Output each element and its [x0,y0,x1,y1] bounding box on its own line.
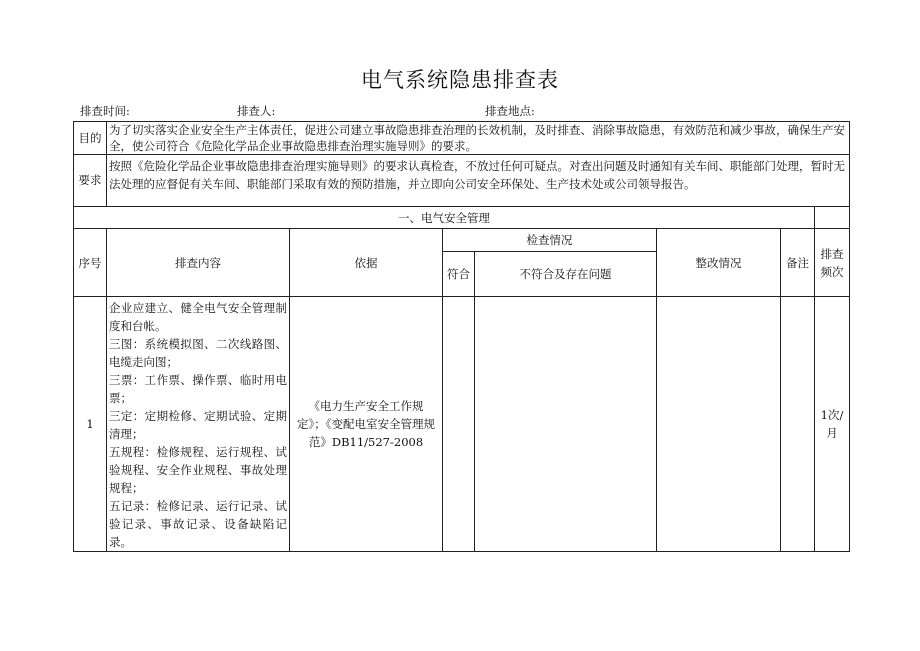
row-content: 企业应建立、健全电气安全管理制度和台帐。 三图：系统模拟图、二次线路图、电缆走向图； 三票：工作票、操作票、临时用电票； 三定：定期检修、定期试验、定期清理； 五规程：检修规程、运行规程、试验规程、安全作业规程、事故处理规程； 五记录：检修记录、运行记录、试验记录、事故记录、设备缺陷记录。 [107,297,290,552]
row-nonconform [475,297,657,552]
purpose-label: 目的 [78,131,102,145]
header-frequency: 排查频次 [815,229,850,297]
requirement-label: 要求 [78,173,102,187]
section-blank-cell [815,207,850,229]
table-row [74,297,850,552]
page-title: 电气系统隐患排查表 [361,68,559,92]
header-remark: 备注 [781,229,815,297]
row-basis: 《电力生产安全工作规定》；《变配电室安全管理规范》DB11/527-2008 [290,297,443,552]
inspection-time-label: 排查时间: [80,104,130,118]
inspector-label: 排查人: [237,104,276,118]
purpose-text: 为了切实落实企业安全生产主体责任，促进公司建立事故隐患排查治理的长效机制，及时排查、消除事故隐患，有效防范和减少事故，确保生产安全，使公司符合《危险化学品企业事故隐患排查治理实施导则》的要求。 [107,122,850,155]
row-seq: 1 [74,297,107,552]
header-conform: 符合 [443,252,475,297]
header-nonconform: 不符合及存在问题 [475,252,657,297]
header-check: 检查情况 [443,229,657,252]
requirement-text: 按照《危险化学品企业事故隐患排查治理实施导则》的要求认真检查，不放过任何可疑点。对查出问题及时通知有关车间、职能部门处理，暂时无法处理的应督促有关车间、职能部门采取有效的预防措施，并立即向公司安全环保处、生产技术处或公司领导报告。 [107,155,850,207]
row-remark [781,297,815,552]
header-seq: 序号 [74,229,107,297]
purpose-label-cell [74,122,107,155]
row-frequency: 1次/月 [815,297,850,552]
row-conform [443,297,475,552]
inspection-table [73,121,850,552]
requirement-label-cell [74,155,107,207]
header-content: 排查内容 [107,229,290,297]
header-rectify: 整改情况 [657,229,781,297]
inspection-location-label: 排查地点: [485,104,535,118]
section-title: 一、电气安全管理 [74,207,815,229]
header-basis: 依据 [290,229,443,297]
row-rectify [657,297,781,552]
